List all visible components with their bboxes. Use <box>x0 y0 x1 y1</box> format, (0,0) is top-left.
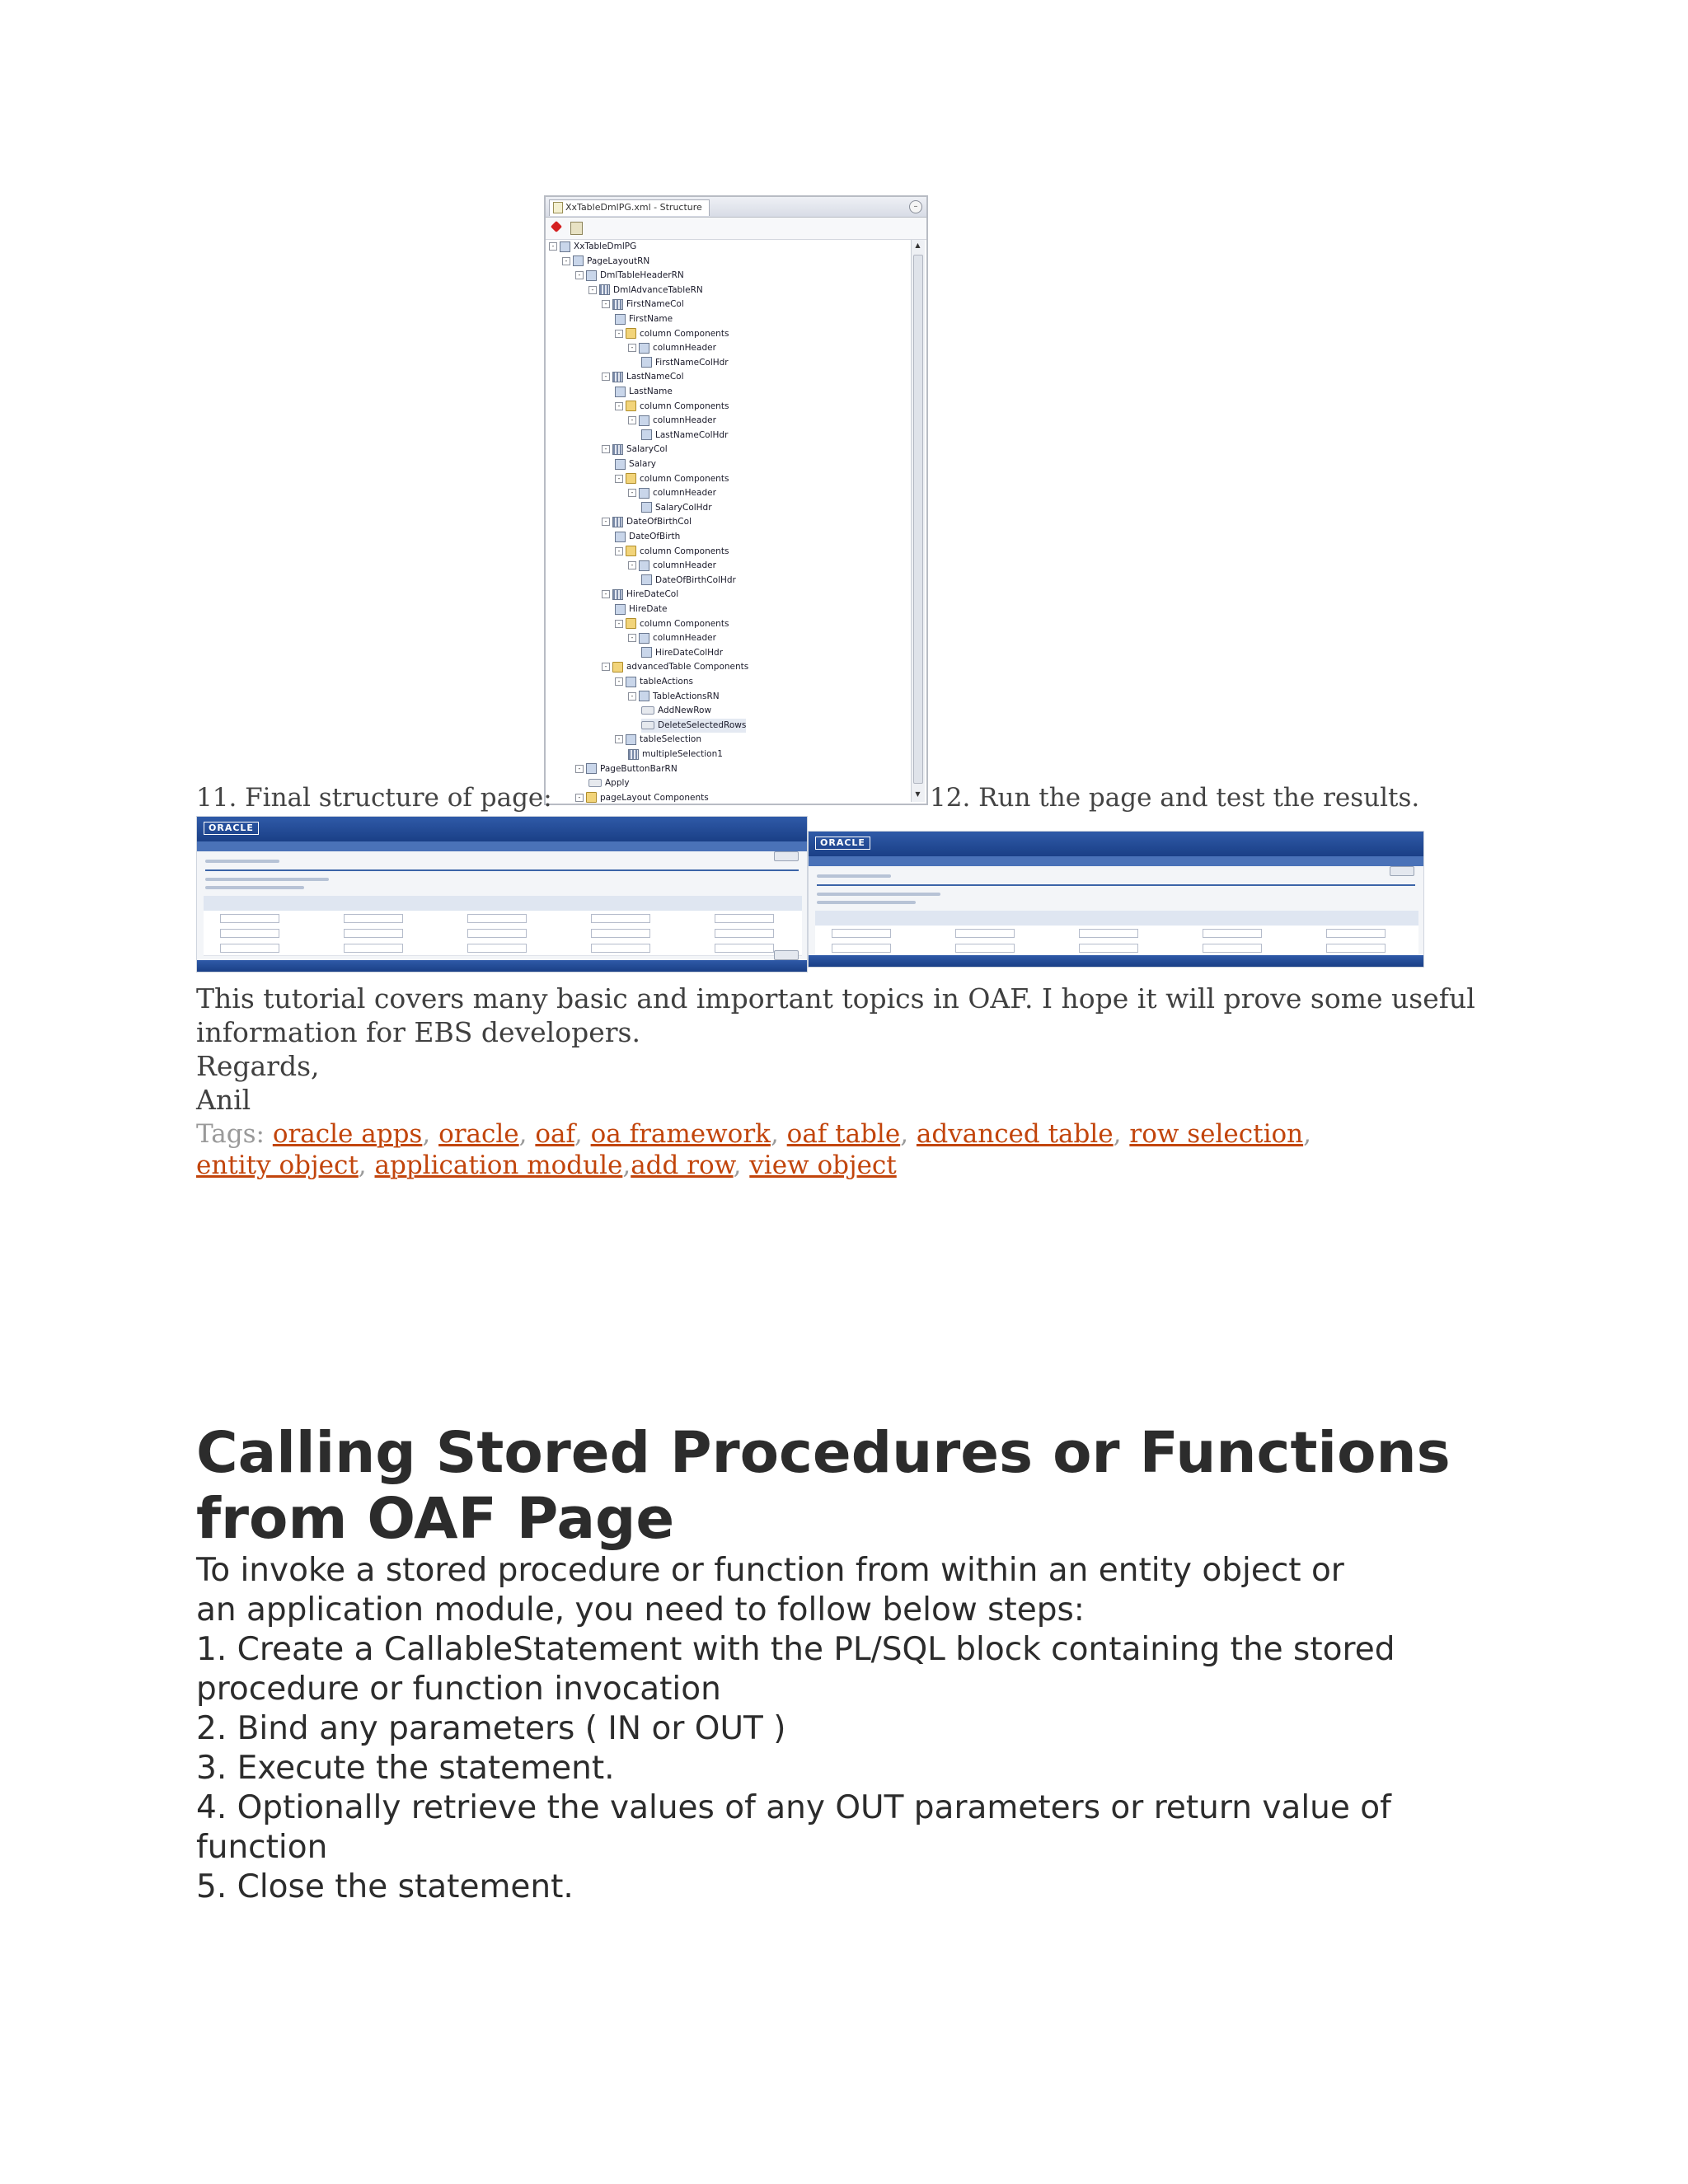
structure-tab-title: XxTableDmlPG.xml - Structure <box>565 202 702 213</box>
region-icon <box>639 560 649 571</box>
tree-node <box>602 588 678 602</box>
item-icon <box>641 574 652 585</box>
instruction-placeholder <box>205 878 329 881</box>
tree-node-label: SalaryCol <box>626 444 668 455</box>
collapse-toggle-icon: - <box>615 677 623 686</box>
collapse-toggle-icon: - <box>628 416 636 424</box>
tree-node <box>575 791 709 805</box>
collapse-toggle-icon: - <box>615 402 623 410</box>
item-icon <box>641 357 652 368</box>
tree-node-label: columnHeader <box>653 343 716 354</box>
table-row <box>204 911 802 926</box>
tag-link-oaf[interactable]: oaf <box>535 1119 574 1149</box>
folder-icon <box>626 328 636 339</box>
collapse-toggle-icon: - <box>575 794 584 802</box>
tree-node <box>615 385 673 399</box>
folder-icon <box>626 618 636 629</box>
folder-icon <box>612 662 623 673</box>
scroll-thumb <box>913 255 923 784</box>
structure-window-screenshot <box>544 195 928 805</box>
vertical-scrollbar <box>911 240 925 802</box>
collapse-toggle-icon: - <box>549 242 557 251</box>
tree-node-label: DmlAdvanceTableRN <box>613 284 703 295</box>
tree-node <box>602 515 692 529</box>
tree-node <box>602 660 748 674</box>
tree-node-label: HireDateColHdr <box>655 647 724 658</box>
step-2: 2. Bind any parameters ( IN or OUT ) <box>196 1710 786 1747</box>
tree-node <box>615 400 729 414</box>
structure-toolbar <box>546 218 926 240</box>
collapse-toggle-icon: - <box>602 518 610 526</box>
tree-node-label: column Components <box>640 401 729 411</box>
tree-node <box>615 545 729 559</box>
col-icon <box>599 284 610 295</box>
actions-placeholder <box>205 886 304 889</box>
page-heading-placeholder <box>817 874 891 878</box>
author-name: Anil <box>196 1084 251 1116</box>
tree-node <box>615 602 667 616</box>
tree-node <box>628 559 716 573</box>
top-button <box>774 851 799 861</box>
oracle-nav-bar <box>809 856 1423 866</box>
step-3: 3. Execute the statement. <box>196 1750 615 1787</box>
tree-node-label: LastNameColHdr <box>655 429 729 440</box>
table-row <box>204 926 802 941</box>
article-title: Calling Stored Procedures or Functions from OAF Page <box>196 1420 1451 1552</box>
tree-node-label: columnHeader <box>653 633 716 644</box>
col-icon <box>612 589 623 600</box>
tree-node-label: pageLayout Components <box>600 792 709 803</box>
article-body <box>196 1551 1548 1907</box>
top-button <box>1390 866 1414 876</box>
tree-node <box>628 631 716 645</box>
tree-node <box>615 617 729 631</box>
region-icon <box>626 734 636 745</box>
tag-link-view-object[interactable]: view object <box>749 1151 897 1180</box>
table-row <box>815 940 1418 956</box>
tree-node <box>628 486 716 500</box>
folder-icon <box>626 546 636 556</box>
structure-tab <box>549 199 710 216</box>
tree-node-label: FirstNameCol <box>626 299 684 310</box>
tree-node-label: SalaryColHdr <box>655 502 712 513</box>
item-icon <box>615 532 626 542</box>
tree-node <box>641 719 746 733</box>
table-row <box>815 926 1418 941</box>
tree-node-label: columnHeader <box>653 488 716 499</box>
item-icon <box>641 647 652 658</box>
step-4-line-1: 4. Optionally retrieve the values of any OUT parameters or return value of <box>196 1789 1391 1826</box>
tree-node-label: DateOfBirthColHdr <box>655 574 736 585</box>
tree-node-label: LastName <box>629 387 673 396</box>
tree-node <box>628 341 716 355</box>
structure-titlebar <box>546 197 926 218</box>
collapse-toggle-icon: - <box>615 475 623 483</box>
collapse-toggle-icon: - <box>615 735 623 743</box>
tree-node-label: tableSelection <box>640 734 701 745</box>
header-rule <box>205 869 799 871</box>
oracle-page-screenshot-before <box>196 816 808 972</box>
tree-node-label: column Components <box>640 546 729 556</box>
tree-node <box>602 443 668 457</box>
page-icon <box>573 255 584 266</box>
instruction-placeholder <box>817 893 940 896</box>
oracle-footer-bar <box>197 960 807 972</box>
item-icon <box>641 429 652 440</box>
tree-node <box>641 429 728 443</box>
collapse-toggle-icon: - <box>628 561 636 569</box>
collapse-toggle-icon: - <box>602 445 610 453</box>
step-4-line-2: function <box>196 1829 328 1866</box>
regards: Regards, <box>196 1050 320 1082</box>
table-header-row <box>815 911 1418 926</box>
col-icon <box>612 299 623 310</box>
tree-node <box>628 748 723 762</box>
item-icon <box>615 314 626 325</box>
structure-tree <box>546 240 908 804</box>
tree-node-label: multipleSelection1 <box>642 749 723 759</box>
tag-link-oracle[interactable]: oracle <box>438 1119 519 1149</box>
tree-node <box>602 298 684 312</box>
tree-node-label: XxTableDmlPG <box>574 241 637 251</box>
collapse-toggle-icon: - <box>615 330 623 338</box>
caption-step-11: 11. Final structure of page: <box>196 783 552 813</box>
properties-icon <box>570 222 583 235</box>
collapse-toggle-icon: - <box>602 590 610 598</box>
tree-node-label: DateOfBirthCol <box>626 517 692 527</box>
tree-node-label: PageLayoutRN <box>587 255 650 266</box>
col-icon <box>612 444 623 455</box>
actions-placeholder <box>817 901 916 904</box>
collapse-toggle-icon: - <box>628 692 636 701</box>
tree-node <box>615 457 656 471</box>
oracle-footer-bar <box>809 955 1423 967</box>
collapse-toggle-icon: - <box>602 663 610 671</box>
page-icon <box>586 763 597 774</box>
apply-button-placeholder <box>774 950 799 960</box>
collapse-toggle-icon: - <box>562 257 570 265</box>
btn-icon <box>588 779 602 787</box>
tree-node-label: Apply <box>605 778 630 789</box>
oracle-header-bar <box>197 817 807 841</box>
tree-node-label: column Components <box>640 328 729 339</box>
btn-icon <box>641 706 654 715</box>
col-icon <box>628 749 639 760</box>
item-icon <box>615 387 626 397</box>
tree-node <box>628 414 716 428</box>
tree-node-label: HireDateCol <box>626 589 679 600</box>
tree-node <box>562 255 649 269</box>
tree-node-label: LastNameCol <box>626 372 684 382</box>
tree-node <box>549 240 636 254</box>
tree-node-label: DeleteSelectedRows <box>658 719 747 730</box>
oracle-nav-bar <box>197 841 807 851</box>
col-icon <box>612 517 623 527</box>
tag-link-application-module[interactable]: application module <box>374 1151 623 1180</box>
minimize-icon: – <box>909 200 922 213</box>
collapse-toggle-icon: - <box>615 547 623 555</box>
step-1-line-1: 1. Create a CallableStatement with the PL/SQL block containing the stored <box>196 1631 1395 1668</box>
header-rule <box>817 884 1415 886</box>
closing-text <box>196 982 1531 1117</box>
closing-line-1: This tutorial covers many basic and important topics in OAF. I hope it will prove some useful <box>196 982 1475 1015</box>
folder-icon <box>586 792 597 803</box>
caption-step-12: 12. Run the page and test the results. <box>930 783 1420 813</box>
oracle-logo: ORACLE <box>815 837 870 850</box>
tree-node-label: HireDate <box>629 604 668 614</box>
region-icon <box>626 677 636 687</box>
collapse-toggle-icon: - <box>615 620 623 628</box>
scroll-down-icon: ▼ <box>915 790 921 798</box>
region-icon <box>639 415 649 426</box>
collapse-toggle-icon: - <box>575 765 584 773</box>
collapse-toggle-icon: - <box>602 373 610 381</box>
tree-node-label: PageButtonBarRN <box>600 763 678 774</box>
tree-node-label: advancedTable Components <box>626 662 749 673</box>
folder-icon <box>626 401 636 411</box>
tree-node <box>615 472 729 486</box>
tree-node-label: TableActionsRN <box>653 691 720 701</box>
tree-node-label: FirstNameColHdr <box>655 357 729 368</box>
region-icon <box>639 488 649 499</box>
tree-node <box>641 501 712 515</box>
region-icon <box>639 343 649 354</box>
tag-link-row-selection[interactable]: row selection <box>1129 1119 1304 1149</box>
tag-link-oaf-table[interactable]: oaf table <box>786 1119 901 1149</box>
intro-line-2: an application module, you need to follow below steps: <box>196 1591 1085 1629</box>
tree-node-label: DmlTableHeaderRN <box>600 270 684 281</box>
table-row <box>204 940 802 956</box>
tree-node <box>641 704 711 718</box>
tag-link-oracle-apps[interactable]: oracle apps <box>272 1119 423 1149</box>
page-heading-placeholder <box>205 860 279 863</box>
tree-node <box>615 327 729 341</box>
tag-link-advanced-table[interactable]: advanced table <box>916 1119 1114 1149</box>
tree-node <box>575 762 678 776</box>
tree-node <box>615 530 680 544</box>
tree-node <box>641 646 723 660</box>
tree-node-label: DateOfBirth <box>629 532 681 541</box>
tree-node-label: columnHeader <box>653 560 716 571</box>
tree-node <box>588 284 703 298</box>
region-icon <box>586 270 597 281</box>
tree-node <box>641 574 736 588</box>
xml-file-icon <box>553 202 563 213</box>
tags-block: Tags: oracle apps, oracle, oaf, oa framework, oaf table, advanced table, row selection, entity object, application module,add row, view object <box>196 1119 1311 1180</box>
collapse-toggle-icon: - <box>575 271 584 279</box>
step-1-line-2: procedure or function invocation <box>196 1671 721 1708</box>
folder-icon <box>626 473 636 484</box>
col-icon <box>612 372 623 382</box>
pin-icon <box>551 221 562 232</box>
oracle-header-bar <box>809 832 1423 856</box>
region-icon <box>639 691 649 701</box>
page-icon <box>560 241 570 252</box>
tree-node <box>602 370 684 384</box>
item-icon <box>615 604 626 615</box>
tree-node-label: tableActions <box>640 677 693 687</box>
tree-node <box>641 356 729 370</box>
step-5: 5. Close the statement. <box>196 1868 574 1905</box>
tree-node-label: AddNewRow <box>658 705 712 716</box>
collapse-toggle-icon: - <box>588 286 597 294</box>
tree-node <box>615 675 693 689</box>
tree-node-label: columnHeader <box>653 415 716 426</box>
collapse-toggle-icon: - <box>628 489 636 497</box>
tree-node-label: column Components <box>640 473 729 484</box>
tree-node <box>588 776 630 790</box>
table-header-row <box>204 896 802 912</box>
tree-node-label: Salary <box>629 459 656 469</box>
tree-node <box>628 690 720 704</box>
tree-node <box>615 312 673 326</box>
tree-node-label: FirstName <box>629 314 673 324</box>
item-icon <box>615 459 626 470</box>
region-icon <box>639 633 649 644</box>
tags-label: Tags: <box>196 1119 265 1149</box>
collapse-toggle-icon: - <box>602 300 610 308</box>
closing-line-2: information for EBS developers. <box>196 1016 640 1048</box>
tag-link-add-row[interactable]: add row <box>631 1151 734 1180</box>
collapse-toggle-icon: - <box>628 634 636 642</box>
collapse-toggle-icon: - <box>628 344 636 352</box>
item-icon <box>641 502 652 513</box>
oracle-page-screenshot-after <box>808 831 1424 968</box>
btn-icon <box>641 721 654 729</box>
tree-node <box>615 733 701 747</box>
tag-link-entity-object[interactable]: entity object <box>196 1151 359 1180</box>
tree-node-label: column Components <box>640 618 729 629</box>
oracle-logo: ORACLE <box>204 822 259 835</box>
tree-node <box>575 269 684 283</box>
intro-line-1: To invoke a stored procedure or function from within an entity object or <box>196 1552 1344 1589</box>
scroll-up-icon: ▲ <box>915 241 921 249</box>
tag-link-oa-framework[interactable]: oa framework <box>590 1119 771 1149</box>
